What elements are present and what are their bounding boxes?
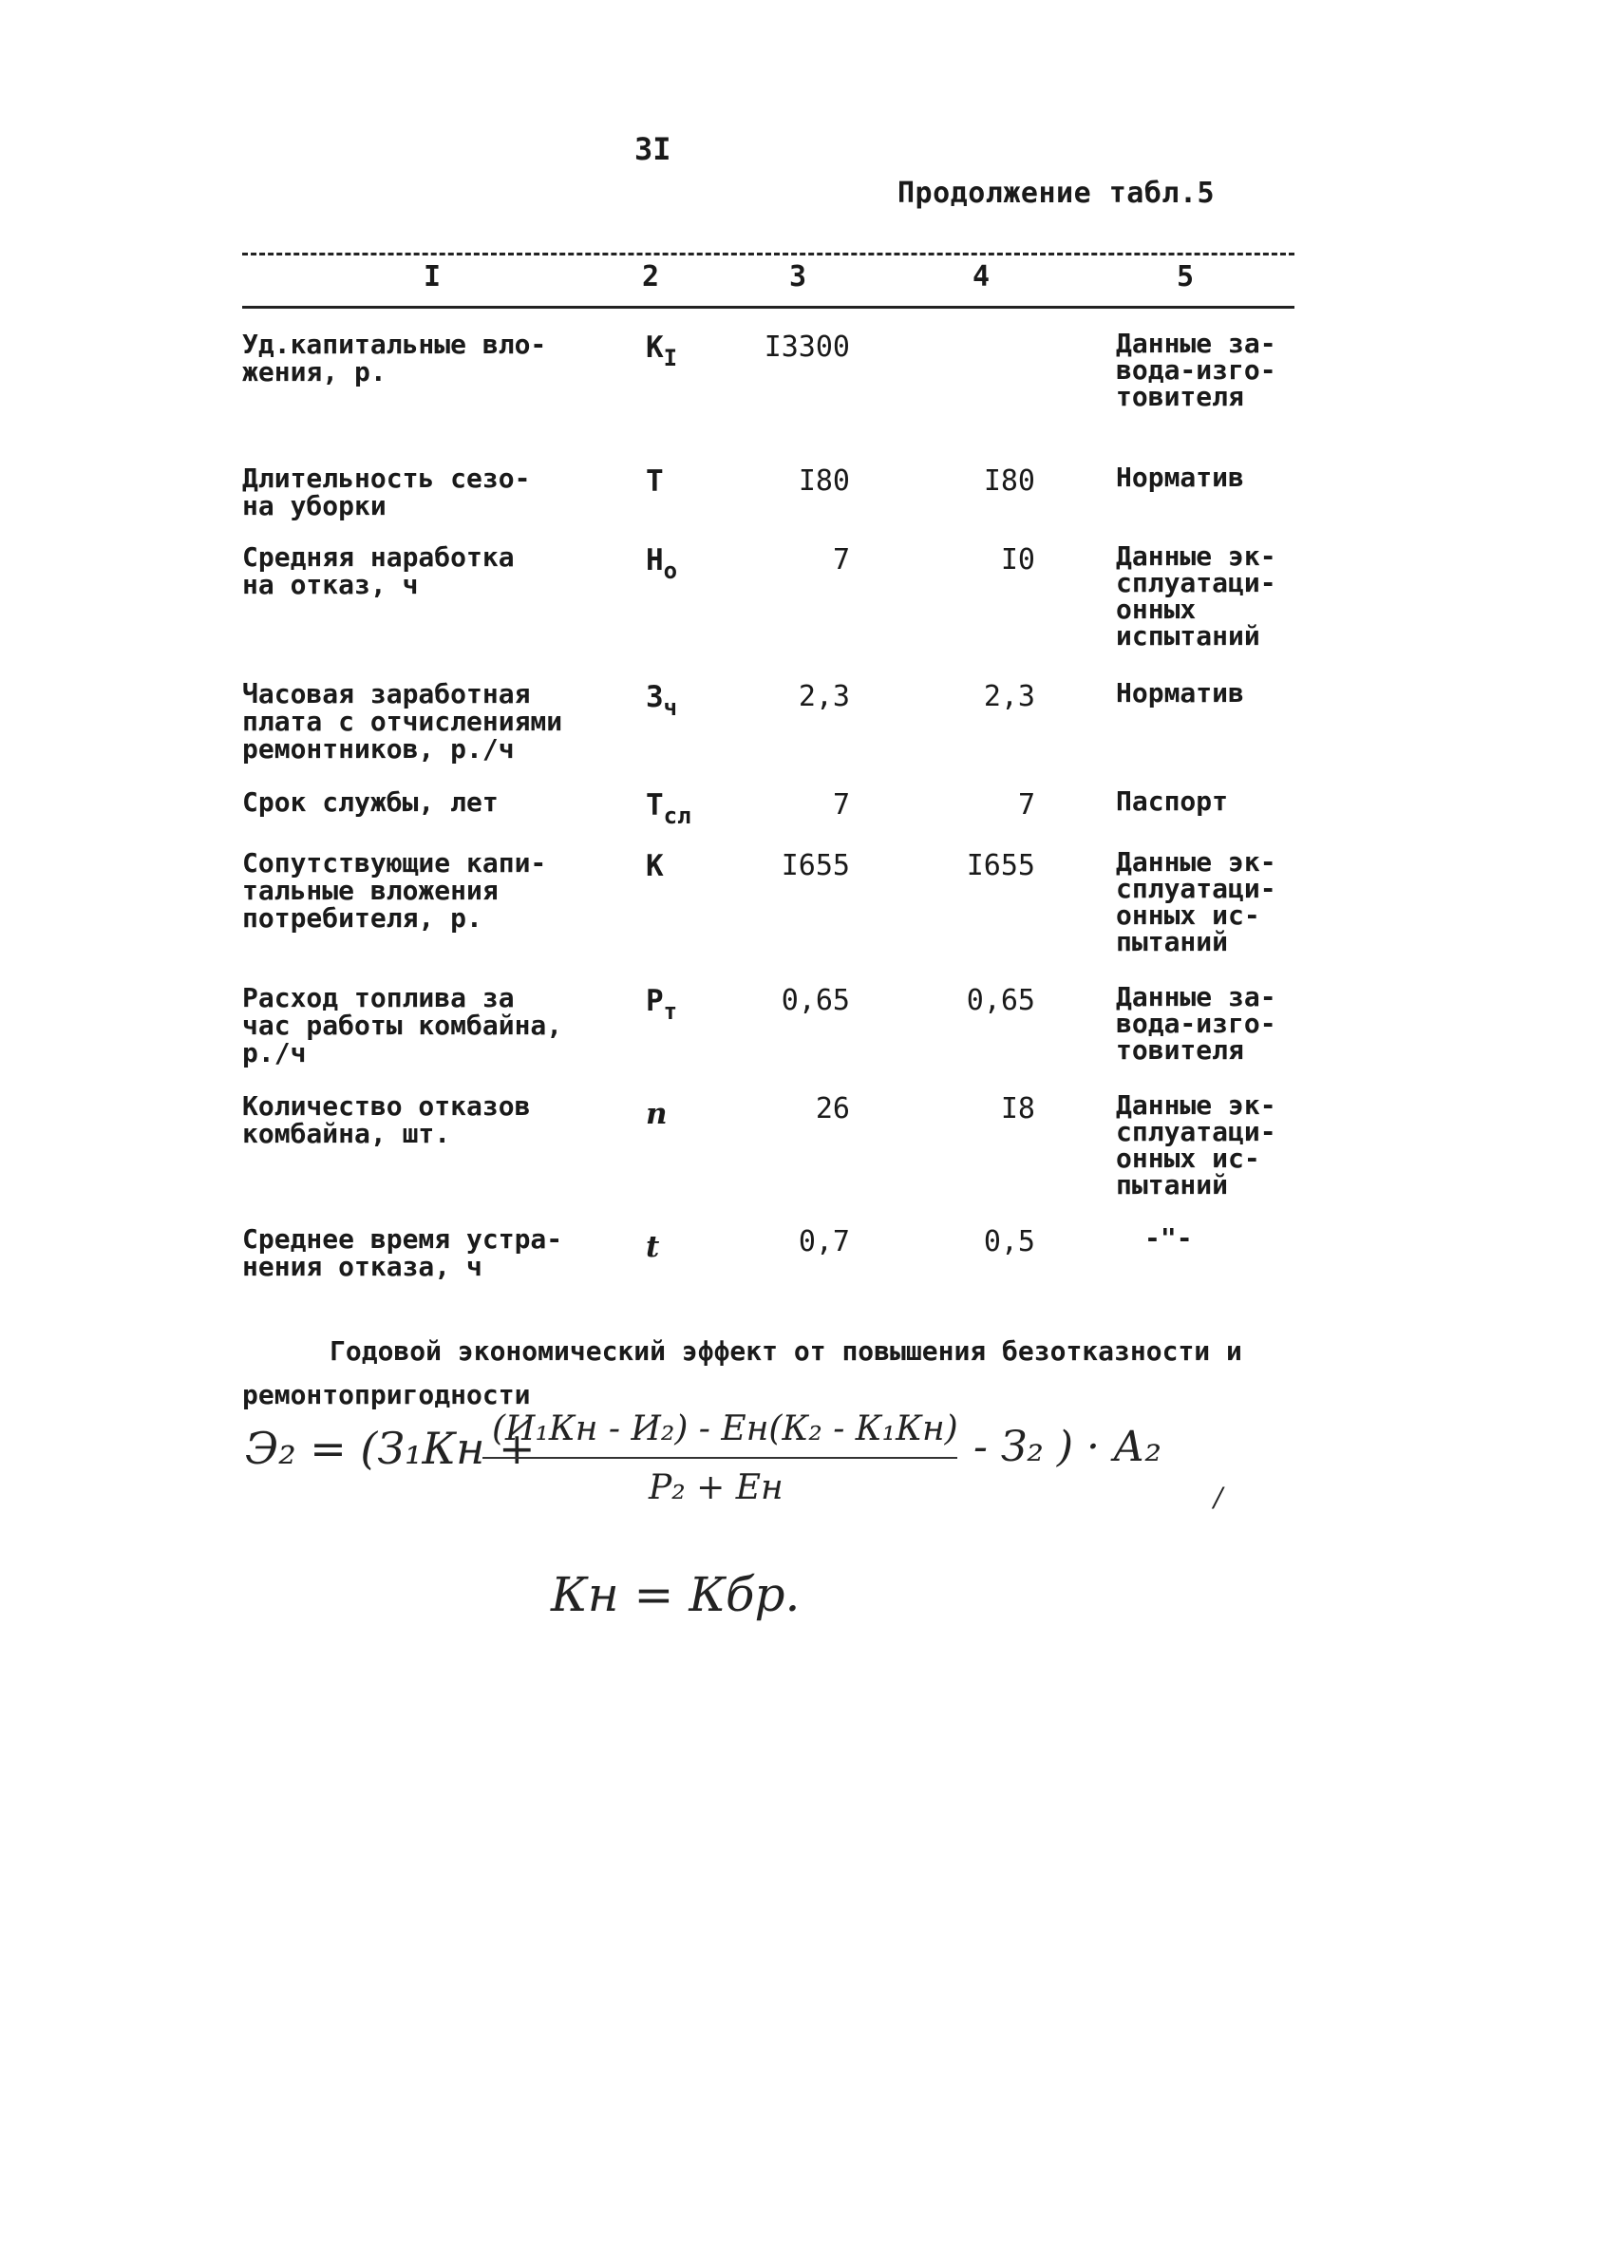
symbol-letter: К — [646, 849, 664, 883]
symbol-subscript: т — [663, 998, 678, 1025]
param-symbol — [646, 680, 750, 721]
value-col3: 0,65 — [781, 984, 850, 1017]
value-col4: I80 — [983, 464, 1035, 498]
param-name: Средняя наработка на отказ, ч — [242, 541, 515, 600]
value-col4: 2,3 — [983, 680, 1035, 713]
header-cell-3: 3 — [788, 260, 807, 293]
param-name: Среднее время устра- нения отказа, ч — [242, 1223, 563, 1282]
value-col3: I3300 — [764, 331, 850, 364]
symbol-letter: Р — [646, 984, 664, 1018]
formula-denominator: Р₂ + Ен — [649, 1468, 784, 1507]
symbol-letter: Т — [646, 464, 664, 499]
symbol-subscript: ч — [663, 694, 678, 721]
source: Паспорт — [1116, 785, 1229, 817]
param-symbol — [646, 849, 750, 890]
value-col3: 0,7 — [798, 1225, 850, 1258]
param-symbol — [646, 543, 750, 584]
param-symbol — [646, 1225, 750, 1271]
value-col4: 0,5 — [983, 1225, 1035, 1258]
formula-numerator: (И₁Кн - И₂) - Ен(К₂ - К₁Кн) — [492, 1409, 958, 1448]
source: Данные за- вода-изго- товителя — [1116, 981, 1276, 1066]
formula-lhs: Э₂ = (З₁Кн + — [245, 1423, 536, 1474]
table-header-rule — [242, 306, 1294, 309]
source: Норматив — [1116, 462, 1244, 493]
source: Данные эк- сплуатаци- онных ис- пытаний — [1116, 1089, 1276, 1200]
value-col3: 2,3 — [798, 680, 850, 713]
param-symbol — [646, 1092, 750, 1138]
value-col4: 7 — [1017, 788, 1035, 822]
symbol-subscript: о — [663, 558, 678, 584]
param-symbol — [646, 788, 750, 829]
param-name: Уд.капитальные вло- жения, р. — [242, 329, 547, 387]
value-col3: 7 — [832, 543, 850, 576]
table-continuation-label: Продолжение табл.5 — [897, 177, 1216, 210]
param-name: Количество отказов комбайна, шт. — [242, 1090, 531, 1149]
symbol-subscript: сл — [663, 803, 691, 829]
param-name: Сопутствующие капи- тальные вложения потребителя, р. — [242, 847, 547, 934]
symbol-letter: Н — [646, 543, 664, 577]
source: Данные эк- сплуатаци- онных ис- пытаний — [1116, 846, 1276, 957]
param-name: Часовая заработная плата с отчислениями ремонтников, р./ч — [242, 678, 563, 765]
header-cell-1: I — [423, 260, 442, 293]
source: Данные за- вода-изго- товителя — [1116, 328, 1276, 412]
param-name: Срок службы, лет — [242, 786, 499, 818]
param-symbol — [646, 464, 750, 505]
page-number: 3I — [634, 131, 671, 167]
symbol-letter: n — [646, 1097, 668, 1131]
header-cell-2: 2 — [641, 260, 660, 293]
param-symbol — [646, 984, 750, 1025]
formula-fraction-bar — [482, 1457, 957, 1459]
symbol-letter: К — [646, 331, 664, 365]
param-name: Расход топлива за час работы комбайна, р./ч — [242, 982, 563, 1068]
paragraph-text: Годовой экономический эффект от повышения безотказности и ремонтопригодности — [242, 1335, 1242, 1410]
formula-tail: - З₂ ) · А₂ — [973, 1423, 1161, 1471]
header-cell-4: 4 — [972, 260, 991, 293]
symbol-letter: t — [646, 1230, 660, 1264]
symbol-subscript: I — [663, 345, 678, 371]
source: Норматив — [1116, 677, 1244, 709]
value-col3: 7 — [832, 788, 850, 822]
value-col4: 0,65 — [966, 984, 1035, 1017]
source: -"- — [1144, 1222, 1193, 1254]
formula-kn-definition: Кн = Кбр. — [551, 1567, 801, 1622]
value-col4: I8 — [1000, 1092, 1035, 1125]
source: Данные эк- сплуатаци- онных испытаний — [1116, 540, 1276, 652]
value-col3: 26 — [815, 1092, 850, 1125]
param-name: Длительность сезо- на уборки — [242, 463, 531, 521]
value-col3: I655 — [781, 849, 850, 882]
value-col4: I0 — [1000, 543, 1035, 576]
symbol-letter: Т — [646, 788, 664, 822]
symbol-letter: З — [646, 680, 664, 714]
param-symbol — [646, 331, 750, 371]
value-col3: I80 — [798, 464, 850, 498]
header-cell-5: 5 — [1176, 260, 1195, 293]
body-paragraph — [242, 1330, 1306, 1417]
table-top-rule — [242, 253, 1294, 255]
value-col4: I655 — [966, 849, 1035, 882]
formula-mark: / — [1214, 1482, 1223, 1513]
